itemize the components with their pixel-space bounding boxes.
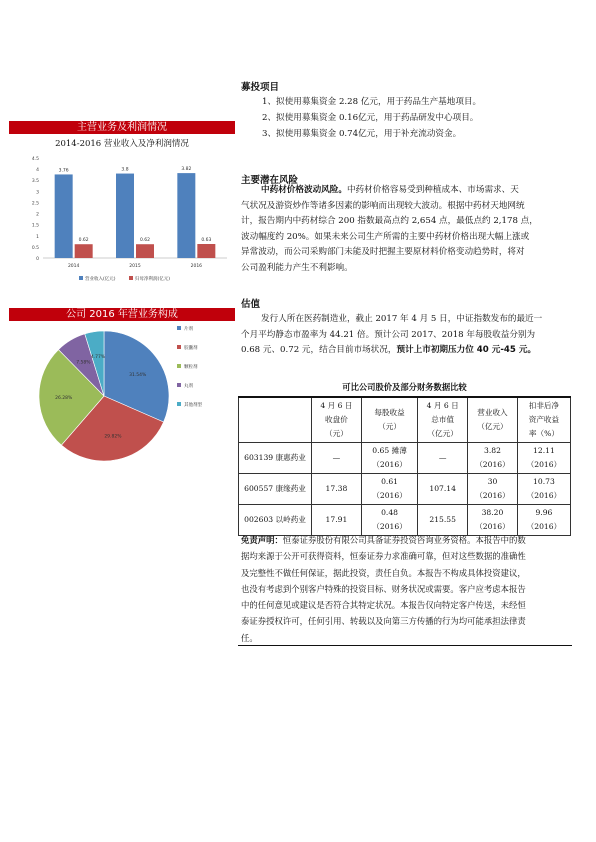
y-tick-label: 2.5 [31,201,39,207]
pie-data-label: 4.77% [90,355,106,361]
table-cell: 4 月 6 日 总市值 （亿元） [418,397,468,443]
y-tick-label: 4.5 [31,157,39,162]
table-cell: 0.61 （2016） [361,474,417,505]
valuation-heading: 估值 [241,299,261,310]
valuation-line: 0.68 元、0.72 元，结合目前市场状况， [241,345,397,355]
bar [177,173,195,258]
legend-label: 片剂 [184,327,193,332]
legend-swatch [177,326,181,330]
fund-item: 2、拟使用募集资金 0.16亿元，用于药品研发中心项目。 [262,113,479,123]
fund-item: 1、拟使用募集资金 2.28 亿元，用于药品生产基地项目。 [262,97,482,107]
legend-swatch [79,276,83,280]
legend-swatch [129,276,133,280]
legend-label: 胶囊剂 [184,346,198,351]
table-cell: 4 月 6 日 收盘价 （元） [312,397,362,443]
legend-label: 营业收入(亿元) [85,277,116,282]
bar-data-label: 0.63 [201,238,212,243]
business-composition-pie-chart [9,322,235,472]
pie-data-label: 31.54% [129,372,147,378]
y-tick-label: 0 [36,257,39,262]
x-tick-label: 2016 [190,264,203,269]
risk-line: 公司盈利能力产生不利影响。 [241,262,353,273]
legend-swatch [177,364,181,368]
table-cell: 12.11 （2016） [517,443,570,474]
section-banner-business-composition: 公司 2016 年营业务构成 [9,308,235,321]
fund-item: 3、拟使用募集资金 0.74亿元，用于补充流动资金。 [262,129,462,139]
bar-data-label: 3.76 [58,168,69,174]
legend-swatch [177,402,181,406]
legend-swatch [177,383,181,387]
risk-heading: 主要潜在风险 [241,175,299,186]
risk-line: 波动幅度约 20%。如果未来公司生产所需的主要中药材价格出现大幅上涨或 [241,231,530,242]
table-cell: 002603 以岭药业 [239,505,312,536]
table-row [239,505,571,536]
disclaimer-lead: 免责声明： [241,535,283,545]
table-caption: 可比公司股价及部分财务数据比较 [342,382,467,392]
table-cell: 17.91 [312,505,362,536]
table-cell: 38.20 （2016） [468,505,518,536]
table-cell: 603139 康惠药业 [239,443,312,474]
disclaimer-line: 也没有考虑到个别客户特殊的投资目标、财务状况或需要。客户应考虑本报告 [241,583,526,594]
comparable-companies-table [238,379,571,536]
table-cell: 3.82 （2016） [468,443,518,474]
y-tick-label: 3 [36,190,39,196]
bar [55,174,73,258]
pie-data-label: 7.58% [76,360,91,366]
y-tick-label: 4 [36,168,39,174]
legend-label: 丸剂 [184,384,193,389]
table-cell: 每股收益 （元） [361,397,417,443]
disclaimer-line: 泰证券授权许可，任何引用、转载以及向第三方传播的行为均可能承担法律责 [241,616,526,627]
valuation-line: 个月平均静态市盈率为 44.21 倍。预计公司 2017、2018 年每股收益分别为 [241,329,536,340]
y-tick-label: 2 [36,212,39,218]
risk-lead: 中药材价格波动风险。 [261,185,347,195]
table-cell: — [312,443,362,474]
risk-line: 气状况及游资炒作等诸多因素的影响而出现较大波动。根据中药材天地网统 [241,200,525,211]
table-cell: 10.73 （2016） [517,474,570,505]
disclaimer-line: 据均来源于公开可获得资料，恒泰证券力求准确可靠，但对这些数据的准确性 [241,551,526,562]
disclaimer-bottom-rule [238,645,572,646]
bar-data-label: 3.82 [181,167,192,173]
valuation-paragraph [241,312,572,359]
table-cell: 600557 康缘药业 [239,474,312,505]
y-tick-label: 0.5 [31,245,39,251]
pie-data-label: 29.82% [104,434,122,440]
risk-line: 计，报告期内中药材综合 200 指数最高点约 2,654 点，最低点约 2,178 点， [241,216,538,226]
disclaimer-line: 任。 [241,632,258,643]
valuation-line: 发行人所在医药制造业，截止 2017 年 4 月 5 日，中证指数发布的最近一 [261,314,543,324]
valuation-target: 预计上市初期压力位 40 元-45 元。 [396,345,537,355]
bar-data-label: 3.8 [121,167,129,173]
table-cell: 30 （2016） [468,474,518,505]
section-banner-main-business: 主营业务及利润情况 [9,121,235,134]
disclaimer-line: 恒泰证券股份有限公司具备证券投资咨询业务资格。本报告中的数 [282,535,526,545]
legend-label: 颗粒剂 [184,365,198,370]
table-cell: 营业收入 （亿元） [468,397,518,443]
table-cell [239,397,312,443]
table-cell: 0.48 （2016） [361,505,417,536]
legend-label: 归母净利润(亿元) [135,277,171,282]
table-header-row [239,397,571,443]
table-cell: 17.38 [312,474,362,505]
table-row [239,443,571,474]
table-cell: 扣非后净 资产收益 率（%） [517,397,570,443]
risk-paragraph [241,183,572,276]
legend-label: 其他剂型 [184,403,202,408]
bar-data-label: 0.62 [78,238,89,244]
x-tick-label: 2015 [129,264,141,269]
table-cell: 9.96 （2016） [517,505,570,536]
risk-line: 异常波动，而公司采购部门未能及时把握主要原材料价格变动趋势时，将对 [241,247,525,257]
disclaimer [241,532,572,646]
fund-heading: 募投项目 [241,82,280,93]
y-tick-label: 1.5 [31,223,39,229]
revenue-profit-bar-chart [9,150,235,292]
x-tick-label: 2014 [67,264,80,269]
y-tick-label: 1 [36,234,39,240]
table-cell: 215.55 [418,505,468,536]
disclaimer-line: 中的任何意见或建议是否符合其特定状况。本报告仅向特定客户传送，未经恒 [241,600,526,611]
bar [197,244,215,258]
disclaimer-line: 及完整性不做任何保证，据此投资，责任自负。本报告不构成具体投资建议， [241,567,526,578]
chart-title-revenue-profit: 2014-2016 营业收入及净利润情况 [55,139,189,149]
legend-swatch [177,345,181,349]
risk-line: 中药材价格容易受到种植成本、市场需求、天 [346,185,519,195]
bar [116,174,134,258]
bar-data-label: 0.62 [139,238,151,244]
bar [136,244,154,258]
pie-data-label: 26.28% [55,396,73,402]
bar [75,244,93,258]
table-cell: — [418,443,468,474]
y-tick-label: 3.5 [31,179,39,185]
table-cell: 0.65 摊薄 （2016） [361,443,417,474]
table-cell: 107.14 [418,474,468,505]
table-row [239,474,571,505]
